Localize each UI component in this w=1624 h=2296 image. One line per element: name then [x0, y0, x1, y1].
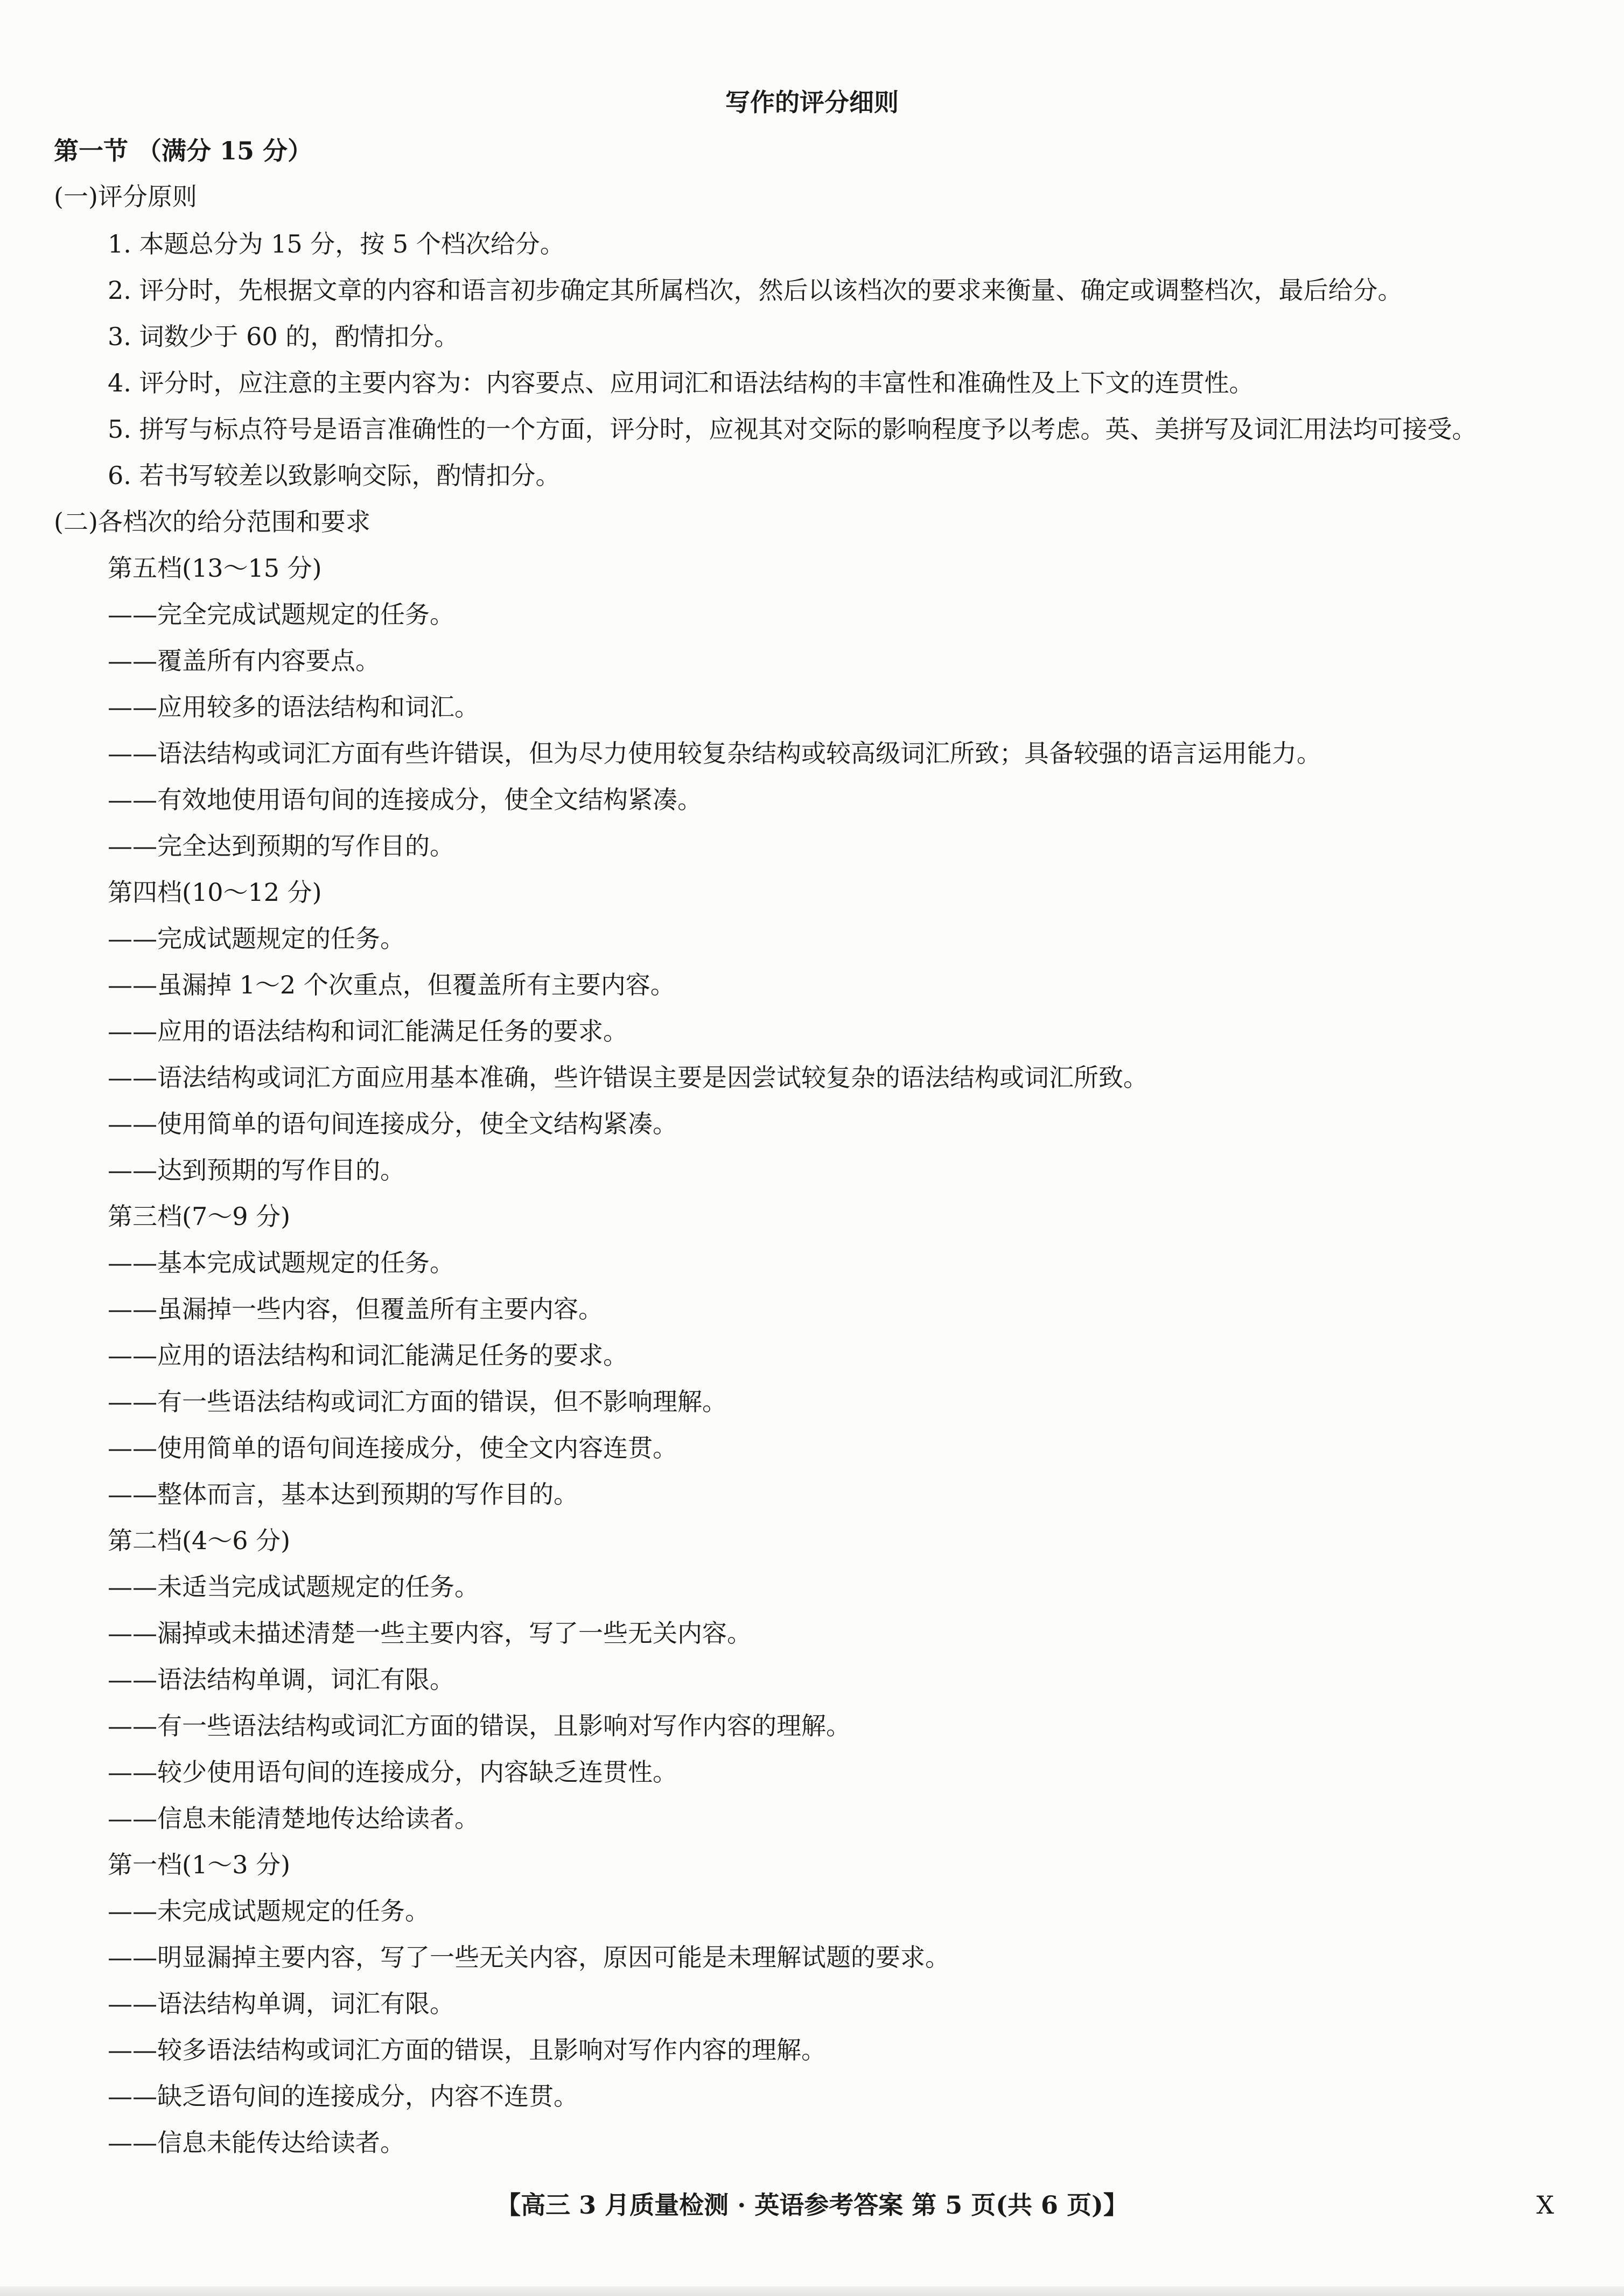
- level-criterion: ——较多语法结构或词汇方面的错误，且影响对写作内容的理解。: [108, 2035, 826, 2064]
- level-criterion: ——信息未能传达给读者。: [108, 2128, 405, 2157]
- level-criterion: ——应用的语法结构和词汇能满足任务的要求。: [108, 1341, 628, 1370]
- principle-item: 3. 词数少于 60 的，酌情扣分。: [108, 322, 459, 351]
- level-criterion: ——有一些语法结构或词汇方面的错误，且影响对写作内容的理解。: [108, 1711, 851, 1740]
- level-criterion: ——整体而言，基本达到预期的写作目的。: [108, 1480, 578, 1509]
- level-criterion: ——完成试题规定的任务。: [108, 924, 405, 953]
- level-name: 第二档(4～6 分): [108, 1526, 291, 1555]
- footer-mark: X: [1536, 2190, 1554, 2220]
- level-criterion: ——应用的语法结构和词汇能满足任务的要求。: [108, 1017, 628, 1046]
- level-criterion: ——虽漏掉一些内容，但覆盖所有主要内容。: [108, 1294, 603, 1324]
- level-criterion: ——应用较多的语法结构和词汇。: [108, 692, 479, 722]
- level-name: 第三档(7～9 分): [108, 1202, 291, 1231]
- level-name: 第五档(13～15 分): [108, 554, 322, 583]
- levels-heading: (二)各档次的给分范围和要求: [54, 507, 370, 536]
- level-criterion: ——信息未能清楚地传达给读者。: [108, 1804, 479, 1833]
- level-criterion: ——达到预期的写作目的。: [108, 1156, 405, 1185]
- level-criterion: ——有一些语法结构或词汇方面的错误，但不影响理解。: [108, 1387, 727, 1416]
- level-criterion: ——缺乏语句间的连接成分，内容不连贯。: [108, 2082, 578, 2111]
- level-criterion: ——有效地使用语句间的连接成分，使全文结构紧凑。: [108, 785, 702, 814]
- level-criterion: ——语法结构单调，词汇有限。: [108, 1989, 454, 2018]
- principle-item: 6. 若书写较差以致影响交际，酌情扣分。: [108, 461, 561, 490]
- level-criterion: ——完全达到预期的写作目的。: [108, 831, 454, 860]
- level-criterion: ——基本完成试题规定的任务。: [108, 1248, 454, 1277]
- level-criterion: ——明显漏掉主要内容，写了一些无关内容，原因可能是未理解试题的要求。: [108, 1943, 950, 1972]
- principle-item: 1. 本题总分为 15 分，按 5 个档次给分。: [108, 229, 565, 258]
- level-criterion: ——语法结构或词汇方面有些许错误，但为尽力使用较复杂结构或较高级词汇所致；具备较强的语言运用能力。: [108, 739, 1321, 768]
- scan-edge: [0, 2286, 1624, 2296]
- level-name: 第四档(10～12 分): [108, 878, 322, 907]
- level-criterion: ——较少使用语句间的连接成分，内容缺乏连贯性。: [108, 1758, 677, 1787]
- page-footer: 【高三 3 月质量检测 · 英语参考答案 第 5 页(共 6 页)】: [496, 2190, 1128, 2220]
- level-criterion: ——虽漏掉 1～2 个次重点，但覆盖所有主要内容。: [108, 970, 675, 999]
- level-criterion: ——未适当完成试题规定的任务。: [108, 1572, 479, 1601]
- level-criterion: ——完全完成试题规定的任务。: [108, 600, 454, 629]
- level-criterion: ——未完成试题规定的任务。: [108, 1896, 430, 1926]
- level-name: 第一档(1～3 分): [108, 1850, 291, 1879]
- principle-item: 4. 评分时，应注意的主要内容为：内容要点、应用词汇和语法结构的丰富性和准确性及上下文的连贯性。: [108, 368, 1254, 397]
- level-criterion: ——使用简单的语句间连接成分，使全文结构紧凑。: [108, 1109, 677, 1138]
- level-criterion: ——漏掉或未描述清楚一些主要内容，写了一些无关内容。: [108, 1619, 752, 1648]
- level-criterion: ——使用简单的语句间连接成分，使全文内容连贯。: [108, 1433, 677, 1462]
- level-criterion: ——覆盖所有内容要点。: [108, 646, 380, 675]
- level-criterion: ——语法结构或词汇方面应用基本准确，些许错误主要是因尝试较复杂的语法结构或词汇所致。: [108, 1063, 1148, 1092]
- principles-heading: (一)评分原则: [54, 182, 197, 211]
- document-title: 写作的评分细则: [725, 88, 899, 117]
- section-heading: 第一节 （满分 15 分）: [54, 136, 313, 165]
- level-criterion: ——语法结构单调，词汇有限。: [108, 1665, 454, 1694]
- principle-item: 5. 拼写与标点符号是语言准确性的一个方面，评分时，应视其对交际的影响程度予以考虑。英、美拼写及词汇用法均可接受。: [108, 415, 1477, 444]
- principle-item: 2. 评分时，先根据文章的内容和语言初步确定其所属档次，然后以该档次的要求来衡量、确定或调整档次，最后给分。: [108, 276, 1403, 305]
